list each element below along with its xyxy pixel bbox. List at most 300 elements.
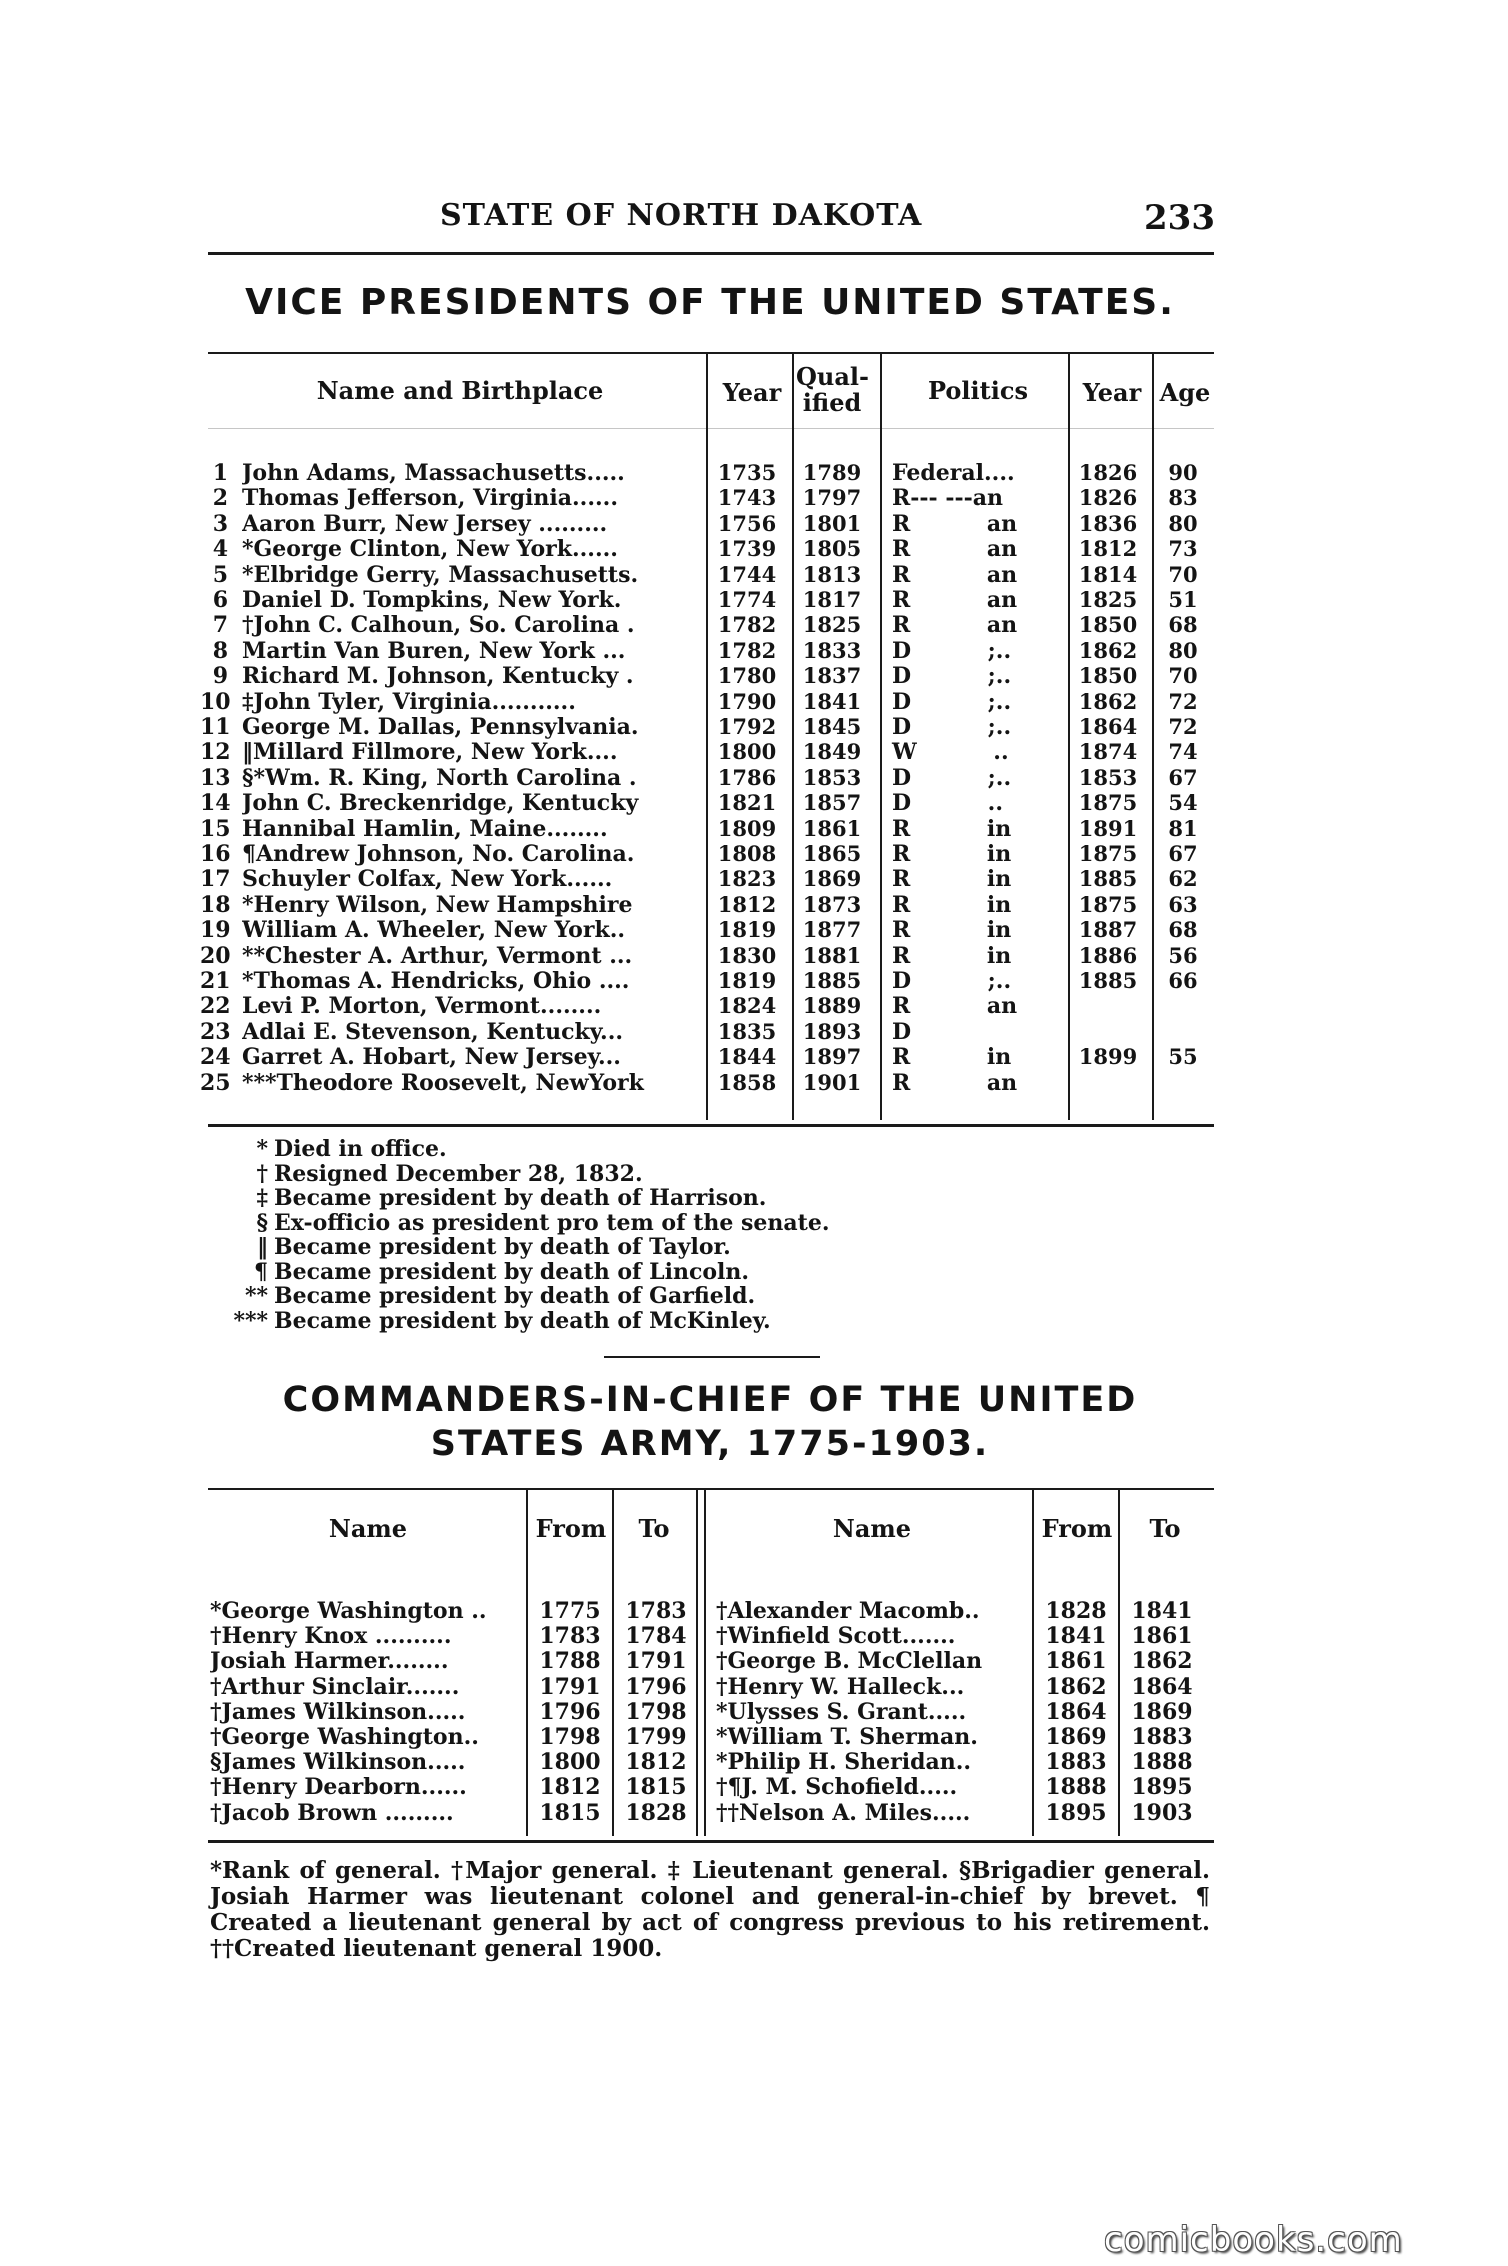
vp-row-death-year: 1850 [1078, 612, 1138, 638]
vp-row-name-birthplace: Martin Van Buren, New York ... [242, 637, 626, 664]
cic-row-from: 1800 [539, 1749, 601, 1776]
vp-row-number: 17 [200, 866, 231, 893]
cic-row-from: 1861 [1045, 1648, 1107, 1675]
vp-row-age: 68 [1168, 917, 1198, 943]
footnote-text: Became president by death of McKinley. [274, 1307, 771, 1334]
cic-table-row-right [0, 1774, 1300, 1799]
vp-row-number: 3 [212, 510, 228, 537]
vp-row-name-birthplace: §*Wm. R. King, North Carolina . [242, 764, 637, 791]
vp-row-death-year: 1825 [1078, 587, 1138, 612]
footnote-symbol: ‡ [256, 1185, 268, 1211]
vp-row-qualified-year: 1861 [802, 815, 862, 841]
vp-row-death-year: 1875 [1078, 891, 1138, 917]
vp-row-death-year: 1853 [1078, 764, 1138, 790]
vp-row-name-birthplace: William A. Wheeler, New York.. [242, 917, 626, 944]
vp-row-death-year: 1836 [1078, 510, 1138, 536]
vp-footnote-item [224, 1308, 771, 1334]
vp-row-qualified-year: 1797 [802, 485, 862, 511]
vp-row-name-birthplace: John C. Breckenridge, Kentucky [242, 790, 639, 817]
vp-row-death-year: 1875 [1078, 790, 1138, 816]
vp-row-birth-year: 1821 [717, 790, 777, 816]
cic-row-from: 1775 [539, 1598, 601, 1624]
cic-table-row-right [0, 1724, 1300, 1749]
vp-row-qualified-year: 1865 [802, 841, 862, 866]
vp-row-birth-year: 1756 [717, 510, 777, 536]
vp-row-birth-year: 1735 [717, 460, 777, 485]
cic-row-from: 1798 [539, 1724, 601, 1750]
vp-row-politics: R in [892, 942, 1012, 969]
vp-row-number: 18 [200, 891, 231, 918]
vp-table-row [0, 587, 1508, 612]
vp-row-politics: D ;.. [892, 714, 1012, 740]
vp-footnote-item [224, 1185, 766, 1211]
vp-row-death-year: 1875 [1078, 841, 1138, 866]
vp-row-qualified-year: 1869 [802, 866, 862, 892]
vp-table-row [0, 689, 1508, 714]
vp-row-age: 73 [1168, 536, 1198, 562]
vp-row-qualified-year: 1873 [802, 891, 862, 917]
vp-table-row [0, 638, 1508, 663]
vp-row-name-birthplace: †John C. Calhoun, So. Carolina . [242, 612, 635, 639]
vp-row-age: 67 [1168, 764, 1198, 790]
cic-row-to: 1862 [1131, 1648, 1193, 1675]
vp-row-number: 8 [212, 637, 228, 664]
vp-table-row [0, 816, 1508, 841]
cic-row-to: 1783 [625, 1598, 687, 1624]
cic-row-name: ††Nelson A. Miles..... [716, 1799, 971, 1826]
vp-row-birth-year: 1823 [717, 866, 777, 892]
vp-row-politics: R an [892, 561, 1018, 588]
vp-row-age: 81 [1168, 815, 1198, 841]
vp-table-row [0, 993, 1508, 1018]
vp-row-name-birthplace: *Henry Wilson, New Hampshire [242, 891, 633, 918]
cic-row-from: 1888 [1045, 1774, 1107, 1801]
vp-row-qualified-year: 1889 [802, 993, 862, 1019]
vp-row-politics: D ;.. [892, 663, 1012, 690]
vp-table-row [0, 765, 1508, 790]
vp-row-number: 19 [200, 917, 231, 944]
cic-row-name: †George B. McClellan [716, 1648, 983, 1675]
cic-row-from: 1788 [539, 1648, 601, 1675]
vp-table-row [0, 968, 1508, 993]
vp-row-qualified-year: 1833 [802, 637, 862, 663]
vp-row-age: 62 [1168, 866, 1198, 892]
vp-row-birth-year: 1844 [717, 1044, 777, 1070]
vp-row-number: 4 [212, 536, 228, 563]
vp-table-top-rule [208, 352, 1214, 354]
cic-row-name: *Philip H. Sheridan.. [716, 1749, 972, 1776]
vp-row-qualified-year: 1845 [802, 714, 862, 739]
vp-row-name-birthplace: ‡John Tyler, Virginia........... [242, 688, 576, 715]
vp-row-politics: D [892, 1018, 912, 1045]
cic-row-from: 1796 [539, 1698, 601, 1725]
vp-col-qualified-2: ified [802, 388, 862, 417]
vp-table-row [0, 562, 1508, 587]
vp-row-birth-year: 1790 [717, 688, 777, 714]
vp-row-number: 7 [212, 612, 228, 639]
footnote-symbol: ‖ [257, 1234, 268, 1260]
vp-row-age: 72 [1168, 688, 1198, 714]
vp-row-politics: R in [892, 841, 1012, 867]
vp-row-politics: R in [892, 891, 1012, 918]
vp-row-qualified-year: 1825 [802, 612, 862, 638]
cic-row-from: 1812 [539, 1774, 601, 1801]
cic-table-row-right [0, 1674, 1300, 1699]
vp-footnote-item [224, 1161, 643, 1187]
vp-row-number: 21 [200, 968, 231, 994]
vp-row-name-birthplace: Hannibal Hamlin, Maine........ [242, 815, 608, 842]
cic-row-from: 1864 [1045, 1698, 1107, 1725]
cic-table-row-right [0, 1699, 1300, 1724]
vp-row-politics: D .. [892, 790, 1003, 817]
cic-table-row-right [0, 1800, 1300, 1825]
vp-row-politics: D ;.. [892, 688, 1012, 715]
vp-row-number: 22 [200, 993, 231, 1020]
vp-row-number: 23 [200, 1018, 231, 1045]
vp-row-age: 67 [1168, 841, 1198, 866]
vp-row-name-birthplace: *George Clinton, New York...... [242, 536, 618, 563]
watermark: comicbooks.com [1104, 2220, 1403, 2260]
cic-row-to: 1784 [625, 1623, 687, 1650]
vp-row-age: 51 [1168, 587, 1198, 612]
cic-row-to: 1815 [625, 1774, 687, 1801]
cic-row-to: 1812 [625, 1749, 687, 1776]
vp-col-politics: Politics [928, 376, 1028, 405]
vp-row-age: 74 [1168, 739, 1198, 765]
cic-row-to: 1903 [1131, 1799, 1193, 1826]
vp-table-row [0, 612, 1508, 637]
vp-row-number: 10 [200, 688, 231, 715]
vp-row-qualified-year: 1893 [802, 1018, 862, 1044]
vp-row-age: 90 [1168, 460, 1198, 485]
vp-row-qualified-year: 1881 [802, 942, 862, 968]
vp-footnote-item [224, 1259, 749, 1285]
vp-row-politics: R in [892, 815, 1012, 842]
cic-row-from: 1841 [1045, 1623, 1107, 1650]
vp-row-number: 2 [212, 485, 228, 512]
cic-col-from-left: From [535, 1514, 607, 1543]
vp-table-bottom-rule [208, 1124, 1214, 1127]
footnote-symbol: ** [244, 1283, 268, 1309]
vp-row-number: 12 [200, 739, 231, 766]
cic-table-row-right [0, 1623, 1300, 1648]
vp-row-birth-year: 1774 [717, 587, 777, 612]
vp-row-number: 24 [200, 1044, 231, 1071]
footnote-text: Died in office. [274, 1136, 447, 1162]
vp-table-row [0, 714, 1508, 739]
footnote-text: Ex-officio as president pro tem of the senate. [274, 1209, 830, 1236]
vp-row-birth-year: 1780 [717, 663, 777, 689]
cic-row-name: *William T. Sherman. [716, 1724, 978, 1750]
vp-row-number: 20 [200, 942, 231, 969]
vp-row-name-birthplace: Schuyler Colfax, New York...... [242, 866, 613, 893]
cic-row-from: 1783 [539, 1623, 601, 1650]
footnote-symbol: † [256, 1160, 268, 1187]
cic-row-name: †¶J. M. Schofield..... [716, 1774, 958, 1801]
cic-row-name: †Winfield Scott....... [716, 1623, 956, 1650]
vp-row-age: 83 [1168, 485, 1198, 511]
cic-row-name: †Henry W. Halleck... [716, 1673, 965, 1700]
vp-row-death-year: 1812 [1078, 536, 1138, 562]
vp-row-death-year: 1826 [1078, 485, 1138, 511]
vp-row-number: 13 [200, 764, 231, 791]
vp-row-politics: R an [892, 587, 1018, 613]
vp-row-qualified-year: 1789 [802, 460, 862, 485]
vp-row-age: 72 [1168, 714, 1198, 739]
vp-col-year2: Year [1082, 378, 1142, 407]
vp-row-death-year: 1826 [1078, 460, 1138, 485]
vp-row-name-birthplace: Richard M. Johnson, Kentucky . [242, 663, 634, 690]
cic-row-to: 1791 [625, 1648, 687, 1675]
vp-row-qualified-year: 1857 [802, 790, 862, 816]
vp-row-name-birthplace: ¶Andrew Johnson, No. Carolina. [242, 841, 635, 867]
section-separator [604, 1356, 820, 1358]
vp-row-birth-year: 1809 [717, 815, 777, 841]
vp-row-age: 80 [1168, 510, 1198, 536]
cic-row-from: 1791 [539, 1673, 601, 1700]
cic-row-from: 1895 [1045, 1799, 1107, 1826]
vp-row-death-year: 1891 [1078, 815, 1138, 841]
vp-row-politics: W .. [892, 739, 1009, 766]
vp-row-politics: R an [892, 536, 1018, 563]
vp-row-politics: R an [892, 612, 1018, 639]
vp-row-name-birthplace: *Thomas A. Hendricks, Ohio .... [242, 968, 630, 994]
vp-row-qualified-year: 1817 [802, 587, 862, 612]
vp-row-age: 70 [1168, 663, 1198, 689]
cic-col-name-left: Name [328, 1514, 408, 1543]
running-title: STATE OF NORTH DAKOTA [440, 198, 923, 233]
vp-row-birth-year: 1792 [717, 714, 777, 739]
vp-table-row [0, 841, 1508, 866]
vp-row-death-year: 1862 [1078, 688, 1138, 714]
vp-row-name-birthplace: Adlai E. Stevenson, Kentucky... [242, 1018, 624, 1045]
vp-row-birth-year: 1819 [717, 968, 777, 993]
vp-table-row [0, 917, 1508, 942]
vp-row-name-birthplace: George M. Dallas, Pennsylvania. [242, 714, 639, 740]
vp-row-name-birthplace: Garret A. Hobart, New Jersey... [242, 1044, 621, 1071]
vp-row-name-birthplace: Thomas Jefferson, Virginia...... [242, 485, 618, 512]
vp-table-row [0, 460, 1508, 485]
vp-row-birth-year: 1782 [717, 612, 777, 638]
cic-section-title-line1: COMMANDERS-IN-CHIEF OF THE UNITED [282, 1380, 1138, 1420]
vp-row-name-birthplace: ‖Millard Fillmore, New York.... [242, 739, 618, 766]
vp-footnote-item [224, 1283, 755, 1309]
cic-table-bottom-rule [208, 1840, 1214, 1843]
cic-row-to: 1888 [1131, 1749, 1193, 1776]
vp-row-birth-year: 1858 [717, 1069, 777, 1095]
cic-table-row-right [0, 1648, 1300, 1673]
vp-row-age: 55 [1168, 1044, 1198, 1070]
cic-row-name: †George Washington.. [210, 1724, 479, 1750]
vp-row-age: 68 [1168, 612, 1198, 638]
cic-table-row-right [0, 1749, 1300, 1774]
vp-row-age: 66 [1168, 968, 1198, 993]
vp-table-row [0, 485, 1508, 510]
vp-row-birth-year: 1786 [717, 764, 777, 790]
vp-row-death-year: 1885 [1078, 866, 1138, 892]
vp-table-row [0, 790, 1508, 815]
vp-row-number: 16 [200, 841, 231, 867]
vp-row-number: 9 [212, 663, 228, 690]
cic-col-from-right: From [1041, 1514, 1113, 1543]
footnote-text: Became president by death of Lincoln. [274, 1258, 750, 1285]
vp-col-qualified-1: Qual- [796, 362, 869, 391]
vp-row-qualified-year: 1853 [802, 764, 862, 790]
vp-row-number: 11 [200, 714, 231, 740]
vp-row-qualified-year: 1849 [802, 739, 862, 765]
cic-row-name: †James Wilkinson..... [210, 1698, 466, 1725]
cic-row-from: 1883 [1045, 1749, 1107, 1776]
vp-row-qualified-year: 1801 [802, 510, 862, 536]
cic-row-name: †Jacob Brown ......... [210, 1799, 454, 1826]
cic-row-to: 1841 [1131, 1598, 1193, 1624]
cic-row-to: 1895 [1131, 1774, 1193, 1801]
vp-row-number: 6 [212, 587, 228, 613]
cic-row-name: †Henry Knox .......... [210, 1623, 452, 1650]
vp-row-number: 25 [200, 1069, 231, 1096]
page-number: 233 [1144, 198, 1215, 238]
vp-footnote-item [224, 1234, 731, 1260]
vp-row-politics: R in [892, 1044, 1012, 1071]
vp-row-number: 1 [212, 460, 228, 486]
vp-row-birth-year: 1830 [717, 942, 777, 968]
cic-row-to: 1883 [1131, 1724, 1193, 1750]
vp-col-year: Year [722, 378, 782, 407]
footnote-text: Became president by death of Garfield. [274, 1283, 756, 1309]
cic-row-name: †Alexander Macomb.. [716, 1598, 980, 1624]
vp-row-politics: R an [892, 993, 1018, 1020]
vp-table-row [0, 536, 1508, 561]
cic-row-to: 1861 [1131, 1623, 1193, 1650]
footnote-text: Became president by death of Harrison. [274, 1185, 767, 1211]
vp-row-birth-year: 1808 [717, 841, 777, 866]
vp-row-age: 70 [1168, 561, 1198, 587]
vp-table-row [0, 1044, 1508, 1069]
cic-row-from: 1828 [1045, 1598, 1107, 1624]
vp-row-death-year: 1862 [1078, 637, 1138, 663]
vp-row-age: 54 [1168, 790, 1198, 816]
vp-row-politics: D ;.. [892, 637, 1012, 664]
vp-row-number: 14 [200, 790, 231, 817]
footnote-symbol: ¶ [254, 1258, 268, 1285]
vp-row-politics: Federal.... [892, 460, 1015, 486]
cic-row-from: 1815 [539, 1799, 601, 1826]
vp-row-qualified-year: 1877 [802, 917, 862, 943]
footnote-text: Resigned December 28, 1832. [274, 1160, 643, 1187]
vp-row-qualified-year: 1813 [802, 561, 862, 587]
vp-row-death-year: 1886 [1078, 942, 1138, 968]
vp-table-row [0, 1019, 1508, 1044]
vp-row-name-birthplace: **Chester A. Arthur, Vermont ... [242, 942, 633, 969]
cic-row-name: †Henry Dearborn...... [210, 1774, 467, 1801]
vp-row-age: 56 [1168, 942, 1198, 968]
vp-row-name-birthplace: Levi P. Morton, Vermont........ [242, 993, 602, 1020]
cic-row-to: 1798 [625, 1698, 687, 1725]
cic-row-name: *George Washington .. [210, 1598, 487, 1624]
vp-row-birth-year: 1824 [717, 993, 777, 1019]
vp-row-birth-year: 1782 [717, 637, 777, 663]
cic-row-to: 1796 [625, 1673, 687, 1700]
vp-row-birth-year: 1739 [717, 536, 777, 562]
vp-row-birth-year: 1744 [717, 561, 777, 587]
vp-row-name-birthplace: *Elbridge Gerry, Massachusetts. [242, 561, 639, 588]
cic-table-top-rule [208, 1488, 1214, 1490]
cic-col-to-left: To [638, 1514, 670, 1543]
vp-row-qualified-year: 1901 [802, 1069, 862, 1095]
cic-row-from: 1869 [1045, 1724, 1107, 1750]
cic-footnote: *Rank of general. †Major general. ‡ Lieutenant general. §Brigadier general. Josiah Harmer was lieutenant colonel and general-in-chief by brevet. ¶ Created a lieutenant general by act of congress previous to his retirement. ††Created lieutenant general 1900. [210, 1857, 1210, 1962]
vp-row-politics: R an [892, 510, 1018, 537]
vp-row-name-birthplace: Aaron Burr, New Jersey ......... [242, 510, 608, 537]
vp-row-birth-year: 1812 [717, 891, 777, 917]
vp-row-death-year: 1885 [1078, 968, 1138, 993]
cic-col-to-right: To [1149, 1514, 1181, 1543]
vp-table-row [0, 663, 1508, 688]
vp-row-politics: R in [892, 866, 1012, 893]
vp-row-politics: R in [892, 917, 1012, 944]
cic-row-from: 1862 [1045, 1673, 1107, 1700]
vp-row-number: 15 [200, 815, 231, 842]
vp-table-row [0, 1070, 1508, 1095]
vp-col-name: Name and Birthplace [316, 376, 604, 405]
vp-row-death-year: 1874 [1078, 739, 1138, 765]
vp-row-death-year: 1899 [1078, 1044, 1138, 1070]
cic-row-name: §James Wilkinson..... [210, 1749, 466, 1776]
cic-row-to: 1799 [625, 1724, 687, 1750]
cic-row-name: Josiah Harmer........ [210, 1648, 449, 1675]
vp-footnote-item [224, 1136, 447, 1162]
cic-section-title-line2: STATES ARMY, 1775-1903. [430, 1424, 990, 1464]
vp-row-name-birthplace: ***Theodore Roosevelt, NewYork [242, 1069, 644, 1096]
vp-table-row [0, 866, 1508, 891]
footnote-symbol: § [256, 1209, 268, 1236]
cic-row-to: 1869 [1131, 1698, 1193, 1725]
vp-table-row [0, 739, 1508, 764]
vp-row-name-birthplace: Daniel D. Tompkins, New York. [242, 587, 622, 613]
vp-row-death-year: 1814 [1078, 561, 1138, 587]
footnote-symbol: *** [233, 1307, 268, 1334]
vp-row-age: 63 [1168, 891, 1198, 917]
cic-row-to: 1864 [1131, 1673, 1193, 1700]
vp-table-row [0, 892, 1508, 917]
vp-row-birth-year: 1800 [717, 739, 777, 765]
vp-row-death-year: 1864 [1078, 714, 1138, 739]
cic-col-name-right: Name [832, 1514, 912, 1543]
vp-row-death-year: 1887 [1078, 917, 1138, 943]
vp-row-politics: R an [892, 1069, 1018, 1096]
vp-row-qualified-year: 1837 [802, 663, 862, 689]
cic-row-name: †Arthur Sinclair....... [210, 1673, 460, 1700]
vp-row-number: 5 [212, 561, 228, 588]
vp-row-politics: D ;.. [892, 968, 1012, 994]
cic-row-name: *Ulysses S. Grant..... [716, 1698, 967, 1725]
vp-section-title: VICE PRESIDENTS OF THE UNITED STATES. [245, 282, 1175, 323]
vp-row-qualified-year: 1897 [802, 1044, 862, 1070]
vp-row-death-year: 1850 [1078, 663, 1138, 689]
cic-table-row-right [0, 1598, 1300, 1623]
vp-row-birth-year: 1835 [717, 1018, 777, 1044]
vp-row-qualified-year: 1805 [802, 536, 862, 562]
vp-row-qualified-year: 1885 [802, 968, 862, 993]
vp-table-row [0, 943, 1508, 968]
cic-row-to: 1828 [625, 1799, 687, 1826]
vp-table-row [0, 511, 1508, 536]
vp-row-politics: D ;.. [892, 764, 1012, 791]
vp-row-age: 80 [1168, 637, 1198, 663]
vp-row-name-birthplace: John Adams, Massachusetts..... [242, 460, 625, 486]
vp-footnote-item [224, 1210, 829, 1236]
vp-row-politics: R--- ---an [892, 485, 1003, 512]
